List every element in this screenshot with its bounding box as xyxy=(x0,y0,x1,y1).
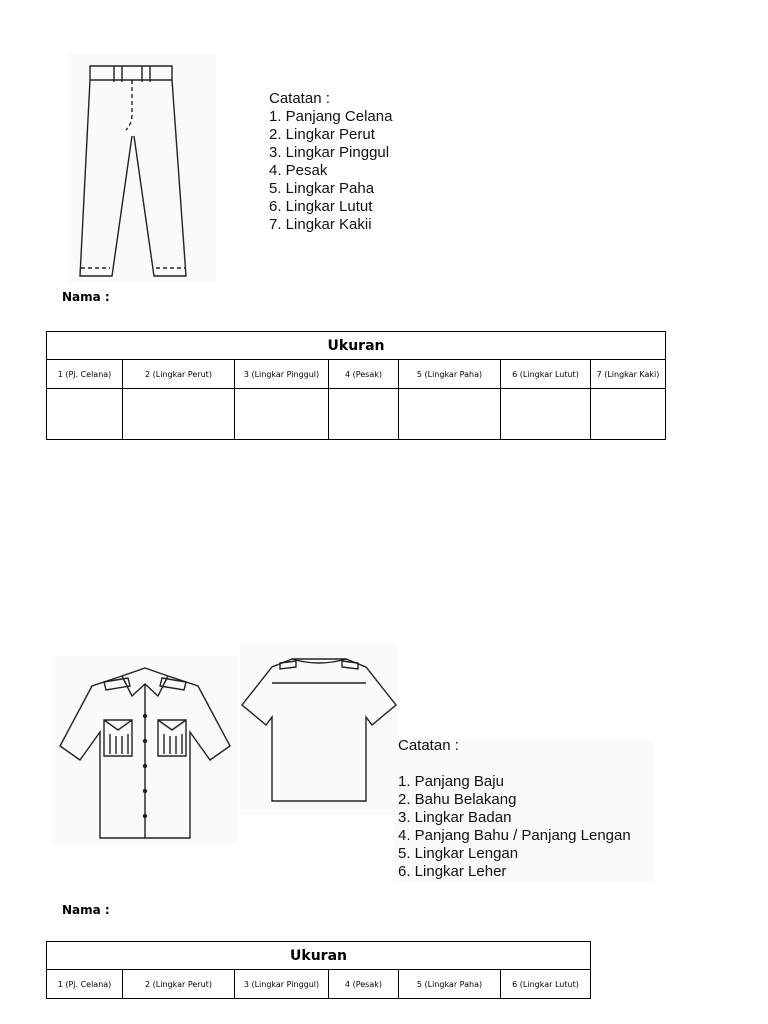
pants-value-cell[interactable] xyxy=(47,389,123,440)
pants-col-header: 5 (Lingkar Paha) xyxy=(399,360,501,389)
pants-value-cell[interactable] xyxy=(235,389,329,440)
shirt-table-title: Ukuran xyxy=(47,942,591,970)
shirt-size-table xyxy=(46,941,591,999)
pants-note-item: 3. Lingkar Pinggul xyxy=(269,144,390,161)
shirt-note-item: 2. Bahu Belakang xyxy=(398,791,517,808)
shirt-col-header: 5 (Lingkar Paha) xyxy=(399,970,501,999)
pants-note-item: 2. Lingkar Perut xyxy=(269,126,375,143)
pants-size-table xyxy=(46,331,666,440)
pants-nama-label: Nama : xyxy=(62,290,110,304)
shirt-col-header: 4 (Pesak) xyxy=(329,970,399,999)
pants-value-cell[interactable] xyxy=(591,389,666,440)
pants-notes-title: Catatan : xyxy=(269,90,330,107)
pants-note-item: 4. Pesak xyxy=(269,162,328,179)
shirt-note-item: 6. Lingkar Leher xyxy=(398,863,507,880)
pants-col-header: 7 (Lingkar Kaki) xyxy=(591,360,666,389)
pants-value-cell[interactable] xyxy=(399,389,501,440)
pants-value-cell[interactable] xyxy=(501,389,591,440)
shirt-col-header: 6 (Lingkar Lutut) xyxy=(501,970,591,999)
shirt-front-illustration xyxy=(52,656,238,844)
shirt-notes-spacer xyxy=(398,755,631,773)
shirt-col-header: 1 (Pj. Celana) xyxy=(47,970,123,999)
pants-illustration xyxy=(68,54,216,282)
pants-value-cell[interactable] xyxy=(329,389,399,440)
pants-col-header: 2 (Lingkar Perut) xyxy=(123,360,235,389)
shirt-notes xyxy=(398,737,631,881)
shirt-note-item: 3. Lingkar Badan xyxy=(398,809,512,826)
shirt-col-header: 2 (Lingkar Perut) xyxy=(123,970,235,999)
pants-notes xyxy=(269,90,392,234)
pants-note-item: 5. Lingkar Paha xyxy=(269,180,375,197)
pants-col-header: 3 (Lingkar Pinggul) xyxy=(235,360,329,389)
shirt-note-item: 4. Panjang Bahu / Panjang Lengan xyxy=(398,827,631,844)
shirt-col-header: 3 (Lingkar Pinggul) xyxy=(235,970,329,999)
shirt-nama-label: Nama : xyxy=(62,903,110,917)
pants-note-item: 6. Lingkar Lutut xyxy=(269,198,373,215)
pants-col-header: 1 (Pj. Celana) xyxy=(47,360,123,389)
pants-note-item: 7. Lingkar Kakii xyxy=(269,216,372,233)
shirt-notes-title: Catatan : xyxy=(398,737,459,754)
pants-note-item: 1. Panjang Celana xyxy=(269,108,393,125)
pants-col-header: 4 (Pesak) xyxy=(329,360,399,389)
shirt-note-item: 5. Lingkar Lengan xyxy=(398,845,519,862)
pants-table-title: Ukuran xyxy=(47,332,666,360)
pants-value-cell[interactable] xyxy=(123,389,235,440)
shirt-note-item: 1. Panjang Baju xyxy=(398,773,504,790)
pants-col-header: 6 (Lingkar Lutut) xyxy=(501,360,591,389)
shirt-back-illustration xyxy=(240,643,398,815)
